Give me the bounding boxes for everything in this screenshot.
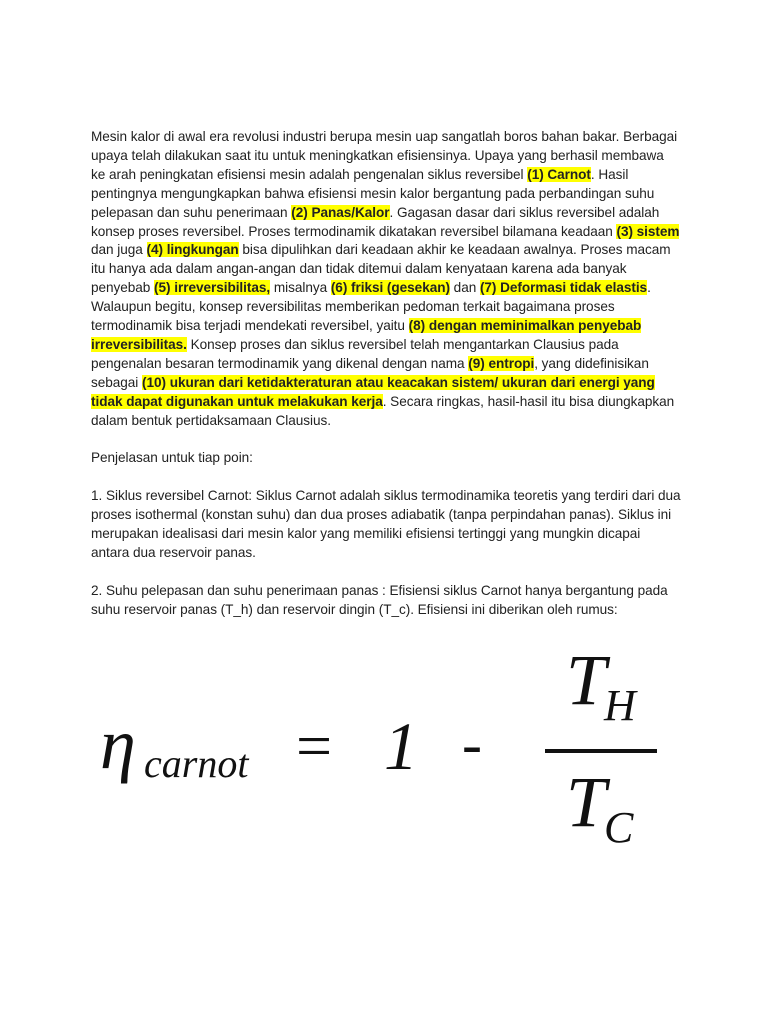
highlighted-answer: (3) sistem (616, 223, 680, 239)
formula-equals: = (296, 710, 333, 781)
paragraph-text: bisa dipulihkan dari keadaan akhir ke keadaan awalnya. Proses macam itu hanya ada dalam angan-angan dan tidak ditemui dalam kenyataan karena ada banyak penyebab (91, 242, 671, 296)
highlighted-answer: (6) friksi (gesekan) (330, 280, 450, 296)
highlighted-answer: (9) entropi (468, 355, 535, 371)
formula-numerator-subscript: H (604, 681, 636, 730)
paragraph-text: , yang didefinisikan sebagai (91, 355, 649, 390)
highlighted-answer: (5) irreversibilitas, (154, 280, 271, 296)
paragraph-text: . Gagasan dasar dari siklus reversibel adalah konsep proses reversibel. Proses termodinamik dikatakan reversibel bilamana keadaan (91, 204, 660, 239)
formula-numerator-t: T (566, 640, 607, 720)
formula-minus: - (462, 711, 482, 777)
explanation-heading: Penjelasan untuk tiap poin: (91, 450, 253, 466)
point-2-paragraph: 2. Suhu pelepasan dan suhu penerimaan panas : Efisiensi siklus Carnot hanya bergantung pada suhu reservoir panas (T_h) dan reservoir dingin (T_c). Efisiensi ini diberikan oleh rumus: (91, 582, 668, 617)
paragraph-text: . Walaupun begitu, konsep reversibilitas memberikan pedoman terkait bagaimana proses termodinamik bisa terjadi mendekati reversibel, yaitu (91, 280, 651, 334)
intro-paragraph (91, 128, 681, 431)
formula-one: 1 (384, 708, 418, 784)
carnot-efficiency-formula (0, 640, 768, 860)
document-body (91, 128, 681, 638)
formula-denominator-subscript: C (604, 803, 634, 852)
highlighted-answer: (2) Panas/Kalor (291, 204, 390, 220)
formula-eta-subscript: carnot (144, 741, 249, 786)
paragraph-text: misalnya (270, 280, 331, 296)
formula-eta: η (100, 704, 136, 784)
paragraph-text: dan (449, 280, 480, 296)
paragraph-text: . Secara ringkas, hasil-hasil itu bisa diungkapkan dalam bentuk pertidaksamaan Clausius. (91, 393, 675, 428)
paragraph-text: . Hasil pentingnya mengungkapkan bahwa efisiensi mesin kalor bergantung pada perbandingan suhu pelepasan dan suhu penerimaan (91, 166, 655, 220)
point-1-paragraph: 1. Siklus reversibel Carnot: Siklus Carnot adalah siklus termodinamika teoretis yang terdiri dari dua proses isothermal (konstan suhu) dan dua proses adiabatik (tanpa perpindahan panas). Siklus ini merupakan idealisasi dari mesin kalor yang memiliki efisiensi tertinggi yang mungkin dicapai antara dua reservoir panas. (91, 488, 681, 560)
highlighted-answer: (4) lingkungan (146, 242, 239, 258)
highlighted-answer: (7) Deformasi tidak elastis (479, 280, 648, 296)
paragraph-text: dan juga (91, 242, 147, 258)
paragraph-text: Konsep proses dan siklus reversibel telah mengantarkan Clausius pada pengenalan besaran termodinamik yang dikenal dengan nama (91, 336, 619, 371)
highlighted-answer: (10) ukuran dari ketidakteraturan atau keacakan sistem/ ukuran dari energi yang tidak dapat digunakan untuk melakukan kerja (91, 374, 655, 409)
paragraph-text: Mesin kalor di awal era revolusi industri berupa mesin uap sangatlah boros bahan bakar. Berbagai upaya telah dilakukan saat itu untuk meningkatkan efisiensinya. Upaya yang berhasil membawa ke arah peningkatan efisiensi mesin adalah pengenalan siklus reversibel (91, 129, 678, 182)
highlighted-answer: (1) Carnot (527, 166, 591, 182)
formula-denominator-t: T (566, 762, 607, 842)
fraction-bar (545, 749, 657, 753)
highlighted-answer: (8) dengan meminimalkan penyebab irreversibilitas. (91, 318, 642, 352)
